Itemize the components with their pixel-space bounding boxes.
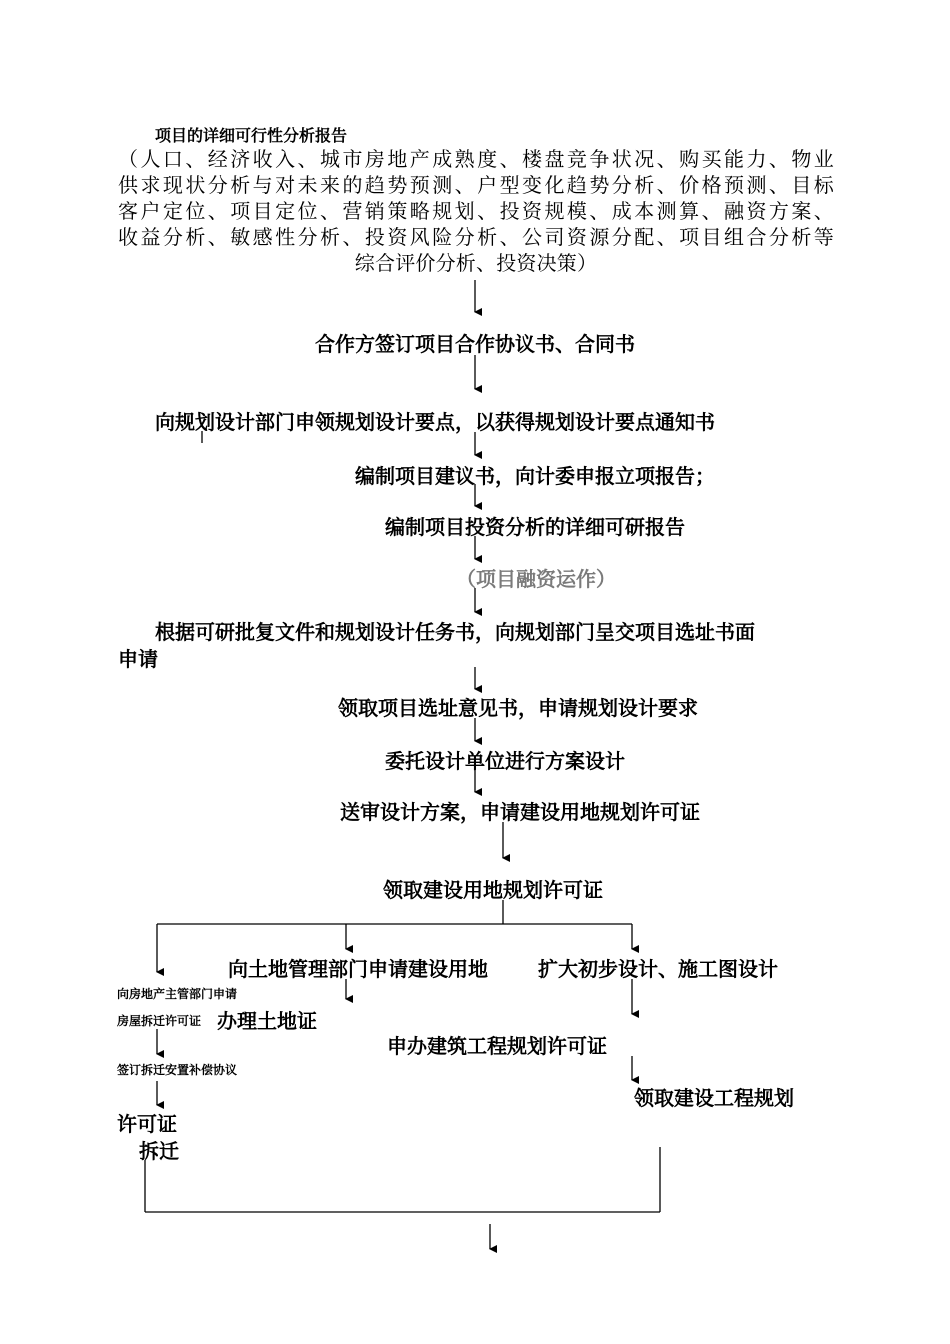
step-site-application-cont: 申请 xyxy=(118,647,158,671)
step-demolition: 拆迁 xyxy=(139,1139,179,1163)
step-feasibility: 编制项目投资分析的详细可研报告 xyxy=(385,515,685,539)
step-design-commission: 委托设计单位进行方案设计 xyxy=(385,749,625,773)
intro-line: 供求现状分析与对未来的趋势预测、户型变化趋势分析、价格预测、目标 xyxy=(118,173,834,197)
intro-line: 综合评价分析、投资决策） xyxy=(354,251,598,275)
step-site-opinion: 领取项目选址意见书，申请规划设计要求 xyxy=(338,696,698,720)
step-design-expansion: 扩大初步设计、施工图设计 xyxy=(538,957,778,981)
step-engineering-permit: 领取建设工程规划 xyxy=(634,1086,794,1110)
step-engineering-permit-apply: 申办建筑工程规划许可证 xyxy=(387,1034,607,1058)
step-land-certificate: 办理土地证 xyxy=(217,1009,317,1033)
intro-line: 收益分析、敏感性分析、投资风险分析、公司资源分配、项目组合分析等 xyxy=(118,225,834,249)
step-permit-text: 许可证 xyxy=(117,1112,177,1136)
report-title: 项目的详细可行性分析报告 xyxy=(155,126,348,145)
step-financing: （项目融资运作） xyxy=(456,567,616,591)
step-proposal: 编制项目建议书，向计委申报立项报告； xyxy=(355,464,715,488)
step-submit-review: 送审设计方案，申请建设用地规划许可证 xyxy=(340,800,700,824)
intro-line: 客户定位、项目定位、营销策略规划、投资规模、成本测算、融资方案、 xyxy=(118,199,834,223)
step-land-permit: 领取建设用地规划许可证 xyxy=(383,878,603,902)
step-compensation: 签订拆迁安置补偿协议 xyxy=(117,1063,238,1077)
step-demolition-apply-cont: 房屋拆迁许可证 xyxy=(117,1014,202,1028)
intro-line: （人口、经济收入、城市房地产成熟度、楼盘竞争状况、购买能力、物业 xyxy=(118,147,834,171)
step-site-application: 根据可研批复文件和规划设计任务书，向规划部门呈交项目选址书面 xyxy=(155,620,755,644)
step-demolition-apply: 向房地产主管部门申请 xyxy=(117,987,238,1001)
step-planning-points: 向规划设计部门申领规划设计要点，以获得规划设计要点通知书 xyxy=(155,410,715,434)
step-cooperation: 合作方签订项目合作协议书、合同书 xyxy=(315,332,635,356)
step-land-dept: 向土地管理部门申请建设用地 xyxy=(228,957,488,981)
